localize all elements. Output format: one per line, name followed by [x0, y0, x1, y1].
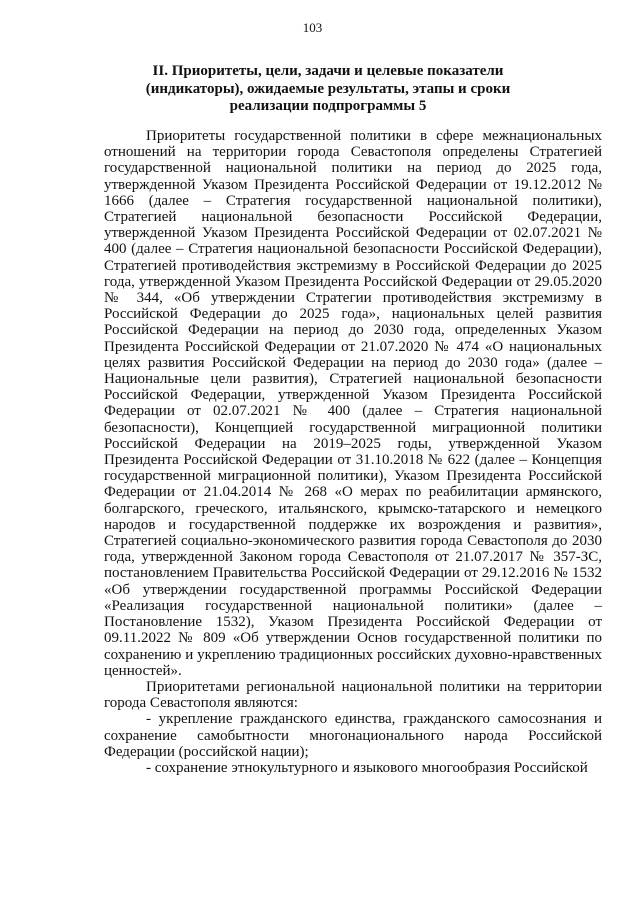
page-number: 103 [302, 20, 323, 35]
section-heading: II. Приоритеты, цели, задачи и целевые показатели (индикаторы), ожидаемые результаты, этапы и сроки реализации подпрограммы 5 [145, 63, 511, 114]
list-item: - укрепление гражданского единства, гражданского самосознания и сохранение самобытности многонационального народа Российской Федерации (российской нации); [104, 711, 602, 760]
paragraph-priorities: Приоритеты государственной политики в сфере межнациональных отношений на территории города Севастополя определены Стратегией государственной национальной политики на период до 2025 года, утвержденной Указом Президента Российской Федерации от 19.12.2012 № 1666 (далее – Стратегия государственной национальной политики), Стратегией национальной безопасности Российской Федерации, утвержденной Указом Президента Российской Федерации от 02.07.2021 № 400 (далее – Стратегия национальной безопасности Российской Федерации), Стратегией противодействия экстремизму в Российской Федерации до 2025 года, утвержденной Указом Президента Российской Федерации от 29.05.2020 № 344, «Об утверждении Стратегии противодействия экстремизму в Российской Федерации до 2025 года», национальных целей развития Российской Федерации на период до 2030 года, определенных Указом Президента Российской Федерации от 21.07.2020 № 474 «О национальных целях развития Российской Федерации на период до 2030 года» (далее – Национальные цели развития), Стратегией национальной безопасности Российской Федерации, утвержденной Указом Президента Российской Федерации от 02.07.2021 № 400 (далее – Стратегия национальной безопасности), Концепцией государственной миграционной политики Российской Федерации на 2019–2025 годы, утвержденной Указом Президента Российской Федерации от 31.10.2018 № 622 (далее – Концепция государственной миграционной политики), Указом Президента Российской Федерации от 21.04.2014 № 268 «О мерах по реабилитации армянского, болгарского, греческого, итальянского, крымско-татарского и немецкого народов и государственной поддержке их возрождения и развития», Стратегией социально-экономического развития города Севастополя до 2030 года, утвержденной Законом города Севастополя от 21.07.2017 № 357-ЗС, постановлением Правительства Российской Федерации от 29.12.2016 № 1532 «Об утверждении государственной программы Российской Федерации «Реализация государственной национальной политики» (далее – Постановление 1532), Указом Президента Российской Федерации от 09.11.2022 № 809 «Об утверждении Основ государственной политики по сохранению и укреплению традиционных российских духовно-нравственных ценностей». [104, 128, 602, 679]
paragraph-regional-priorities: Приоритетами региональной национальной политики на территории города Севастополя являются: [104, 678, 602, 712]
list-item: - сохранение этнокультурного и языкового многообразия Российской [146, 759, 588, 776]
body-text [104, 128, 602, 776]
